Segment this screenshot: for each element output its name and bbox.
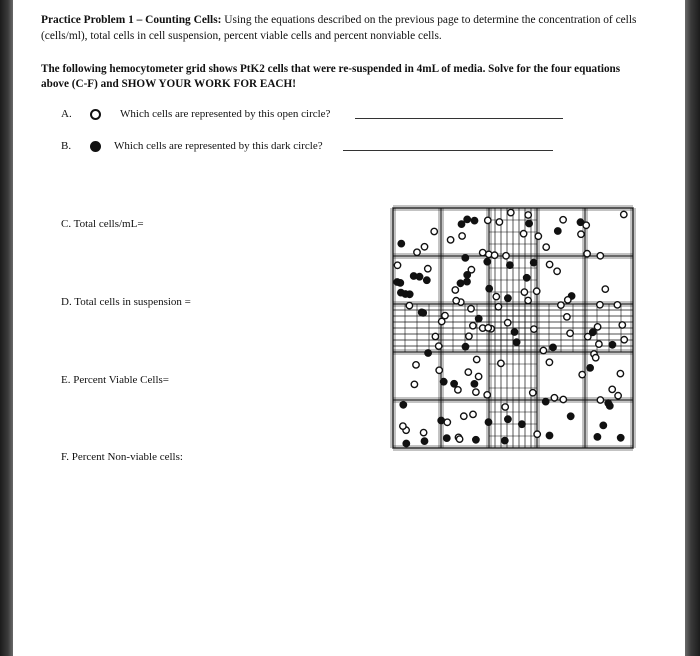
open-cell [579,371,585,377]
open-cell [421,244,427,250]
open-cell [436,367,442,373]
dark-cell [462,344,468,350]
open-cell [484,392,490,398]
dark-cell [424,277,430,283]
dark-cell [524,275,530,281]
open-cell [491,252,497,258]
open-cell [436,343,442,349]
question-d-label: D. Total cells in suspension = [61,296,191,308]
open-cell [596,341,602,347]
open-cell [400,423,406,429]
dark-cell [438,417,444,423]
dark-cell [513,339,519,345]
open-cell [594,324,600,330]
question-a-letter: A. [61,108,72,120]
dark-cell [462,255,468,261]
open-cell [425,266,431,272]
dark-cell [505,295,511,301]
open-cell [597,302,603,308]
open-cell [593,355,599,361]
open-cell [493,293,499,299]
dark-cell [471,217,477,223]
dark-cell [425,350,431,356]
question-c-label: C. Total cells/mL= [61,218,144,230]
open-cell [621,211,627,217]
dark-cell [519,421,525,427]
dark-cell [590,329,596,335]
open-cell [525,212,531,218]
dark-cell [419,309,425,315]
dark-cell [398,240,404,246]
question-a-answer-line[interactable] [355,118,563,119]
open-cell [459,233,465,239]
open-cell [480,249,486,255]
question-a-text: Which cells are represented by this open circle? [120,108,331,120]
open-cell [496,219,502,225]
open-cell [534,431,540,437]
open-cell [560,396,566,402]
open-cell [470,411,476,417]
dark-cell [555,228,561,234]
dark-cell [550,344,556,350]
dark-cell [577,219,583,225]
open-cell [466,333,472,339]
open-cell [468,267,474,273]
open-cell [414,249,420,255]
problem-description: Using the equations described on the previous page to determine the concentration of cells (cells/ml), total cells in cell suspension, percent viable cells and percent nonviable cells. [41,14,637,42]
dark-cell [594,434,600,440]
open-cell [406,302,412,308]
dark-circle-icon [90,141,101,152]
open-cell [473,389,479,395]
open-cell [564,314,570,320]
dark-cell [444,435,450,441]
open-cell [411,381,417,387]
dark-cell [505,416,511,422]
open-cell [420,429,426,435]
dark-cell [587,365,593,371]
open-cell [543,244,549,250]
worksheet-page [13,0,685,656]
dark-cell [458,221,464,227]
open-cell [520,231,526,237]
dark-cell [526,220,532,226]
open-cell [554,268,560,274]
open-cell [452,287,458,293]
open-cell [525,297,531,303]
open-cell [609,386,615,392]
open-cell [558,302,564,308]
open-cell [498,360,504,366]
open-cell [455,387,461,393]
dark-cell [457,280,463,286]
open-cell [468,306,474,312]
open-cell [546,359,552,365]
dark-cell [502,437,508,443]
open-cell [474,356,480,362]
dark-cell [441,379,447,385]
open-cell [475,373,481,379]
open-cell [447,237,453,243]
dark-cell [464,216,470,222]
dark-cell [471,381,477,387]
open-cell [413,362,419,368]
open-cell [615,393,621,399]
hemocytometer-grid [381,200,641,462]
dark-cell [394,279,400,285]
dark-cell [416,274,422,280]
open-cell [540,347,546,353]
dark-cell [605,400,611,406]
question-b-text: Which cells are represented by this dark circle? [114,140,323,152]
left-dark-border [0,0,13,656]
problem-title: Practice Problem 1 – Counting Cells: [41,14,222,26]
dark-cell [484,259,490,265]
open-cell [495,304,501,310]
question-b-answer-line[interactable] [343,150,553,151]
open-cell [470,323,476,329]
dark-cell [486,285,492,291]
dark-cell [511,329,517,335]
question-b-letter: B. [61,140,72,152]
dark-cell [400,402,406,408]
open-cell [621,337,627,343]
open-cell [546,261,552,267]
dark-cell [531,259,537,265]
dark-cell [473,437,479,443]
open-cell [551,395,557,401]
open-cell [560,217,566,223]
open-cell [597,397,603,403]
dark-cell [543,398,549,404]
open-cell [485,325,491,331]
dark-cell [507,262,513,268]
dark-cell [568,413,574,419]
question-a [61,106,621,122]
open-cell [597,253,603,259]
dark-cell [407,291,413,297]
problem-instructions: The following hemocytometer grid shows PtK2 cells that were re-suspended in 4mL of media. Solve for the four equations above (C-F) and SHOW YOUR WORK FOR EACH! [41,63,621,90]
question-e-label: E. Percent Viable Cells= [61,374,169,386]
question-b [61,138,621,154]
open-circle-icon [90,109,101,120]
open-cell [584,251,590,257]
open-cell [432,333,438,339]
problem-intro [41,12,661,44]
open-cell [578,231,584,237]
dark-cell [451,381,457,387]
open-cell [485,217,491,223]
dark-cell [476,316,482,322]
dark-cell [618,435,624,441]
open-cell [442,312,448,318]
open-cell [614,302,620,308]
dark-cell [600,422,606,428]
right-dark-border [685,0,700,656]
open-cell [530,390,536,396]
open-cell [461,413,467,419]
open-cell [521,289,527,295]
open-cell [535,233,541,239]
open-cell [567,330,573,336]
open-cell [617,370,623,376]
open-cell [465,369,471,375]
dark-cell [403,440,409,446]
dark-cell [485,419,491,425]
dark-cell [464,278,470,284]
open-cell [565,297,571,303]
open-cell [394,262,400,268]
open-cell [619,322,625,328]
dark-cell [609,342,615,348]
open-cell [503,253,509,259]
open-cell [602,286,608,292]
open-cell [502,404,508,410]
open-cell [531,326,537,332]
question-f-label: F. Percent Non-viable cells: [61,451,183,463]
open-cell [431,228,437,234]
dark-cell [421,438,427,444]
open-cell [456,436,462,442]
open-cell [508,209,514,215]
hemocytometer-figure [381,200,641,467]
dark-cell [546,432,552,438]
dark-cell [398,289,404,295]
open-cell [453,298,459,304]
open-cell [505,320,511,326]
open-cell [534,288,540,294]
